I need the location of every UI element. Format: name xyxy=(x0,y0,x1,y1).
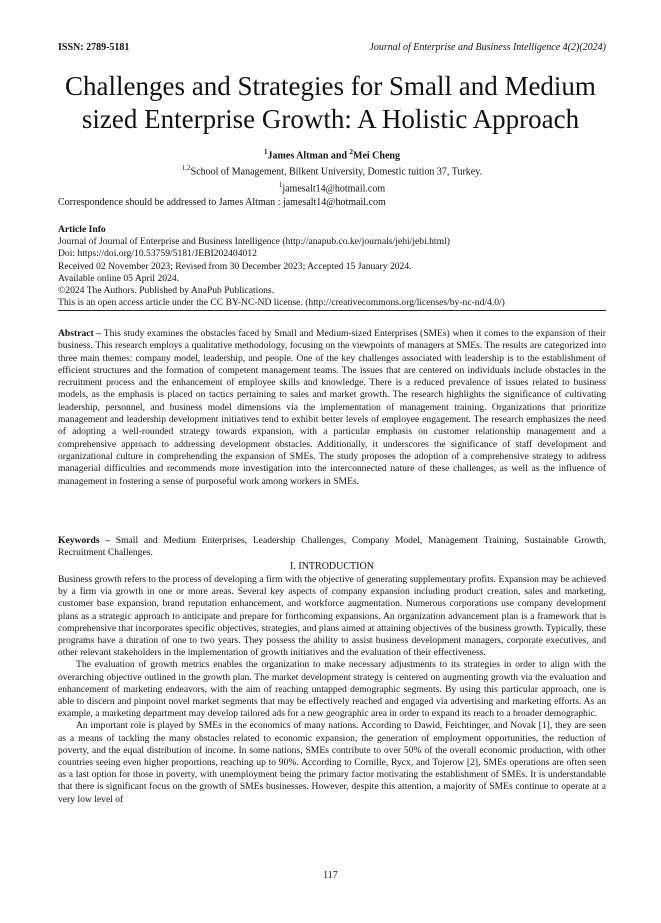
email-sup: 1 xyxy=(278,180,283,189)
article-info-doi[interactable]: Doi: https://doi.org/10.53759/5181/JEBI202404012 xyxy=(58,248,257,260)
paragraph: The evaluation of growth metrics enables the organization to make necessary adjustments to its strategies in order to align with the overarching objective outlined in the growth plan. The market development strategy is centered on augmenting growth via the evaluation and enhancement of marketing endeavors, with the aim of reaching untapped demographic segments. By using this particular approach, one is able to discern and pinpoint novel market segments that may be effectively reached and engaged via advertising and marketing efforts. As an example, a marketing department may develop tailored ads for a new geographic area in order to expand its reach to a broader demographic. xyxy=(58,659,606,720)
affiliation xyxy=(58,162,606,178)
author-block xyxy=(58,146,606,195)
author-1-sup: 1 xyxy=(264,148,268,156)
article-info-available: Available online 05 April 2024. xyxy=(58,272,180,284)
affiliation-sup: 1,2 xyxy=(181,164,191,173)
affiliation-text: School of Management, Bilkent University, Domestic tuition 37, Turkey. xyxy=(190,166,483,178)
email-text[interactable]: jamesalt14@hotmail.com xyxy=(282,182,386,194)
abstract-label: Abstract – xyxy=(58,328,102,339)
page-number: 117 xyxy=(323,870,338,881)
body-text xyxy=(58,574,606,806)
abstract xyxy=(58,328,606,488)
paragraph: An important role is played by SMEs in the economics of many nations. According to Dawid, Feichtinger, and Novak [1], they are seen as a means of tackling the many obstacles related to economic expansion, the generation of employment opportunities, the reduction of poverty, and the equal distribution of income. In some nations, SMEs contribute to over 50% of the overall economic production, with other countries seeing even higher proportions, reaching up to 90%. According to Cornille, Rycx, and Tojerow [2], SMEs operations are often seen as a last option for those in poverty, with unemployment being the primary factor motivating the establishment of SMEs. It is understandable that there is significant focus on the growth of SMEs businesses. However, despite this attention, a majority of SMEs continue to operate at a very low level of xyxy=(58,720,606,805)
correspondence-line: Correspondence should be addressed to James Altman : jamesalt14@hotmail.com xyxy=(58,197,386,208)
article-info-license: This is an open access article under the CC BY-NC-ND license. (http://creativecommons.org/licenses/by-nc-nd/4.0/) xyxy=(58,297,606,311)
article-info-dates: Received 02 November 2023; Revised from 30 December 2023; Accepted 15 January 2024. xyxy=(58,260,412,272)
article-info-heading: Article Info xyxy=(58,224,106,235)
author-names xyxy=(58,146,606,162)
section-heading-introduction: I. INTRODUCTION xyxy=(290,561,374,572)
article-info-journal: Journal of Journal of Enterprise and Business Intelligence (http://anapub.co.ke/journals/jebi/jebi.html) xyxy=(58,236,450,248)
paragraph: Business growth refers to the process of developing a firm with the objective of generating supplementary profits. Expansion may be achieved by a firm via growth in one or more areas. Several key aspects of company expansion including product creation, sales and marketing, customer base expansion, brand reputation enhancement, and workforce augmentation. Numerous corporations use company development plans as a strategic approach to anticipate and prepare for forthcoming expansions. An organization advancement plan is a framework that is comprehensive that incorporates specific objectives, strategies, and plans aimed at attaining objectives of the business growth. Typically, these programs have a duration of one to two years. They possess the ability to assist business development managers, corporate executives, and other relevant stakeholders in the implementation of growth initiatives and the evaluation of their effectiveness. xyxy=(58,574,606,659)
article-info xyxy=(58,224,606,311)
running-header xyxy=(58,42,606,53)
author-email xyxy=(58,179,606,195)
journal-citation: Journal of Enterprise and Business Intelligence 4(2)(2024) xyxy=(369,42,606,53)
abstract-text: This study examines the obstacles faced by Small and Medium-sized Enterprises (SMEs) when it comes to the expansion of their business. This research employs a qualitative methodology, focusing on the viewpoints of managers at SMEs. The results are categorized into three main themes: company model, leadership, and people. One of the key challenges associated with leadership is to the establishment of efficient structures and the formation of competent management teams. The issues that are centered on individuals include obstacles in the recruitment process and the enhancement of employee skills and knowledge. There is a reduced prevalence of issues related to business models, as the emphasis is placed on tactics pertaining to sales and market growth. The research highlights the significance of cultivating leadership, personnel, and business model dimensions via the implementation of management training. Organizations that prioritize management and leadership development initiatives tend to exhibit better levels of employee engagement. The research emphasizes the need of adopting a well-rounded strategy towards expansion, with a particular emphasis on customer relationship management and a comprehensive approach to addressing development obstacles. Additionally, it underscores the significance of staff development and organizational culture in comprehending the expansion of SMEs. The study proposes the adoption of a comprehensive strategy to address managerial difficulties and recommends more investigation into the interconnected nature of these challenges, as well as the influence of management in fostering a sense of purposeful work among workers in SMEs. xyxy=(58,328,606,487)
article-info-copyright: ©2024 The Authors. Published by AnaPub Publications. xyxy=(58,285,275,297)
paper-title: Challenges and Strategies for Small and Medium sized Enterprise Growth: A Holistic Approach xyxy=(65,71,596,134)
keywords-text: Small and Medium Enterprises, Leadership Challenges, Company Model, Management Training, Sustainable Growth, Recruitment Challenges. xyxy=(58,535,606,559)
author-2-sup: 2 xyxy=(349,148,353,156)
issn: ISSN: 2789-5181 xyxy=(58,42,130,53)
author-1-name: James Altman and xyxy=(267,150,350,162)
author-2-name: Mei Cheng xyxy=(353,150,400,162)
keywords-label: Keywords – xyxy=(58,535,111,546)
keywords xyxy=(58,535,606,560)
